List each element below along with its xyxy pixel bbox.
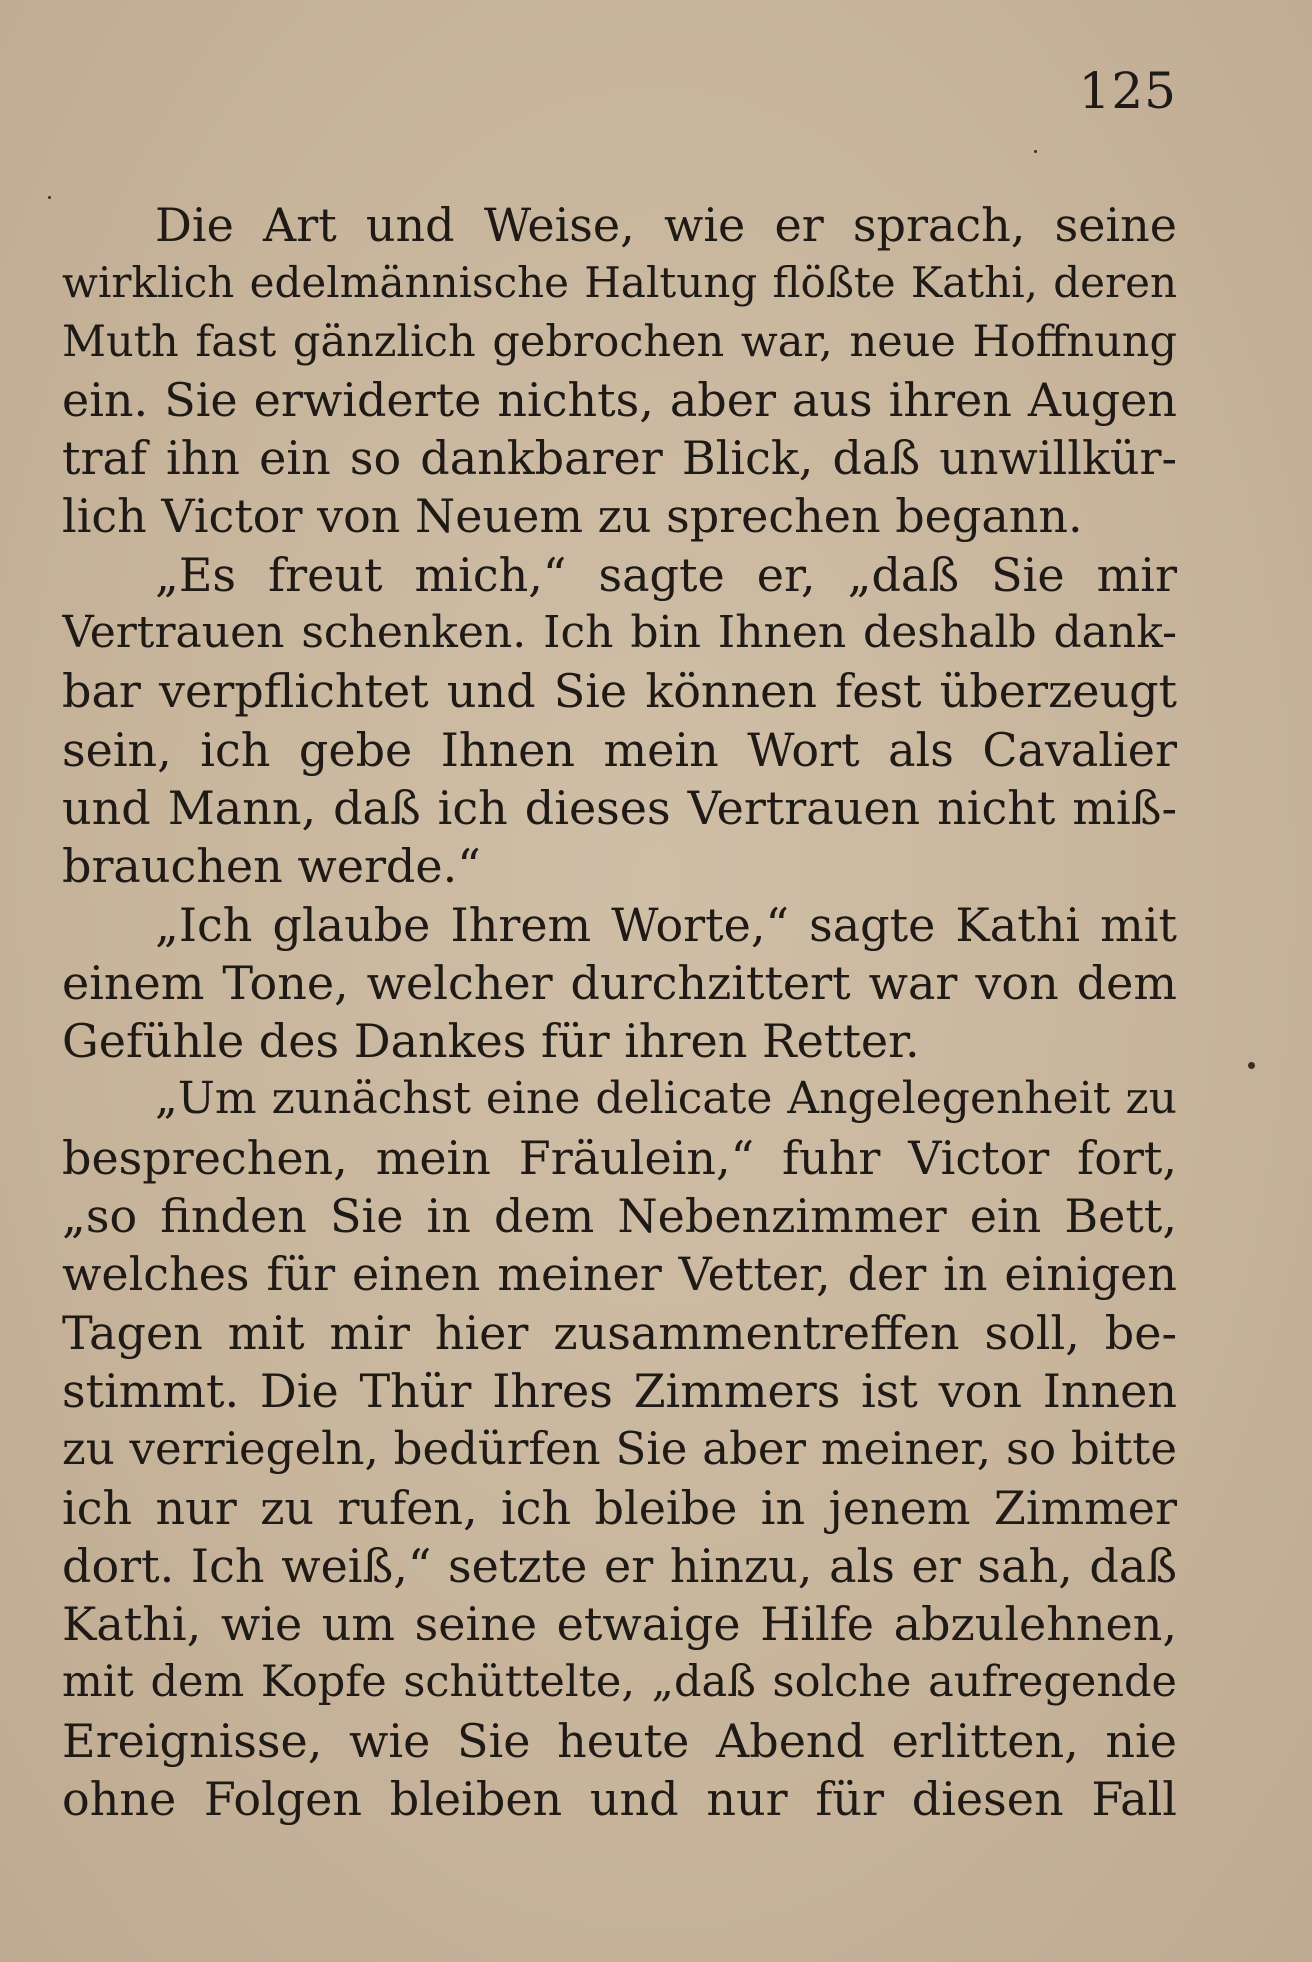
text-line: wirklich edelmännische Haltung flößte Kathi, deren — [62, 258, 1177, 308]
text-line: zu verriegeln, bedürfen Sie aber meiner, so bitte — [62, 1422, 1177, 1476]
paper-speck — [1248, 1062, 1255, 1069]
text-line: bar verpflichtet und Sie können fest überzeugt — [62, 664, 1177, 719]
text-line: „Es freut mich,“ sagte er, „daß Sie mir — [155, 547, 1177, 602]
text-line: stimmt. Die Thür Ihres Zimmers ist von Innen — [62, 1363, 1177, 1418]
text-line: besprechen, mein Fräulein,“ fuhr Victor fort, — [62, 1130, 1177, 1185]
text-line: sein, ich gebe Ihnen mein Wort als Cavalier — [62, 722, 1177, 777]
text-line: Gefühle des Dankes für ihren Retter. — [62, 1014, 920, 1069]
text-line: mit dem Kopfe schüttelte, „daß solche aufregende — [62, 1657, 1177, 1708]
text-line: ich nur zu rufen, ich bleibe in jenem Zimmer — [62, 1480, 1177, 1535]
text-line: traf ihn ein so dankbarer Blick, daß unwillkür- — [62, 431, 1177, 486]
text-line: Tagen mit mir hier zusammentreffen soll, be- — [62, 1305, 1177, 1360]
text-line: Kathi, wie um seine etwaige Hilfe abzulehnen, — [62, 1597, 1177, 1652]
text-line: lich Victor von Neuem zu sprechen begann. — [62, 489, 1083, 544]
paper-speck — [48, 196, 51, 199]
text-line: Die Art und Weise, wie er sprach, seine — [155, 198, 1177, 252]
text-line: brauchen werde.“ — [62, 839, 481, 894]
text-line: Muth fast gänzlich gebrochen war, neue Hoffnung — [62, 316, 1177, 367]
text-line: ein. Sie erwiderte nichts, aber aus ihren Augen — [62, 372, 1177, 427]
body-text — [62, 196, 1177, 1828]
text-line: ohne Folgen bleiben und nur für diesen Fall — [62, 1772, 1177, 1827]
paper-speck — [1034, 150, 1037, 153]
text-line: und Mann, daß ich dieses Vertrauen nicht miß- — [62, 780, 1177, 835]
page-number: 125 — [1078, 62, 1177, 120]
text-line: Vertrauen schenken. Ich bin Ihnen deshalb dank- — [62, 607, 1177, 659]
text-line: Ereignisse, wie Sie heute Abend erlitten, nie — [62, 1713, 1177, 1768]
text-line: dort. Ich weiß,“ setzte er hinzu, als er sah, daß — [62, 1538, 1177, 1593]
text-line: „Um zunächst eine delicate Angelegenheit zu — [155, 1073, 1177, 1125]
text-line: „Ich glaube Ihrem Worte,“ sagte Kathi mit — [155, 897, 1177, 952]
text-line: einem Tone, welcher durchzittert war von dem — [62, 955, 1177, 1010]
text-line: welches für einen meiner Vetter, der in einigen — [62, 1247, 1177, 1302]
text-line: „so finden Sie in dem Nebenzimmer ein Bett, — [62, 1189, 1177, 1244]
